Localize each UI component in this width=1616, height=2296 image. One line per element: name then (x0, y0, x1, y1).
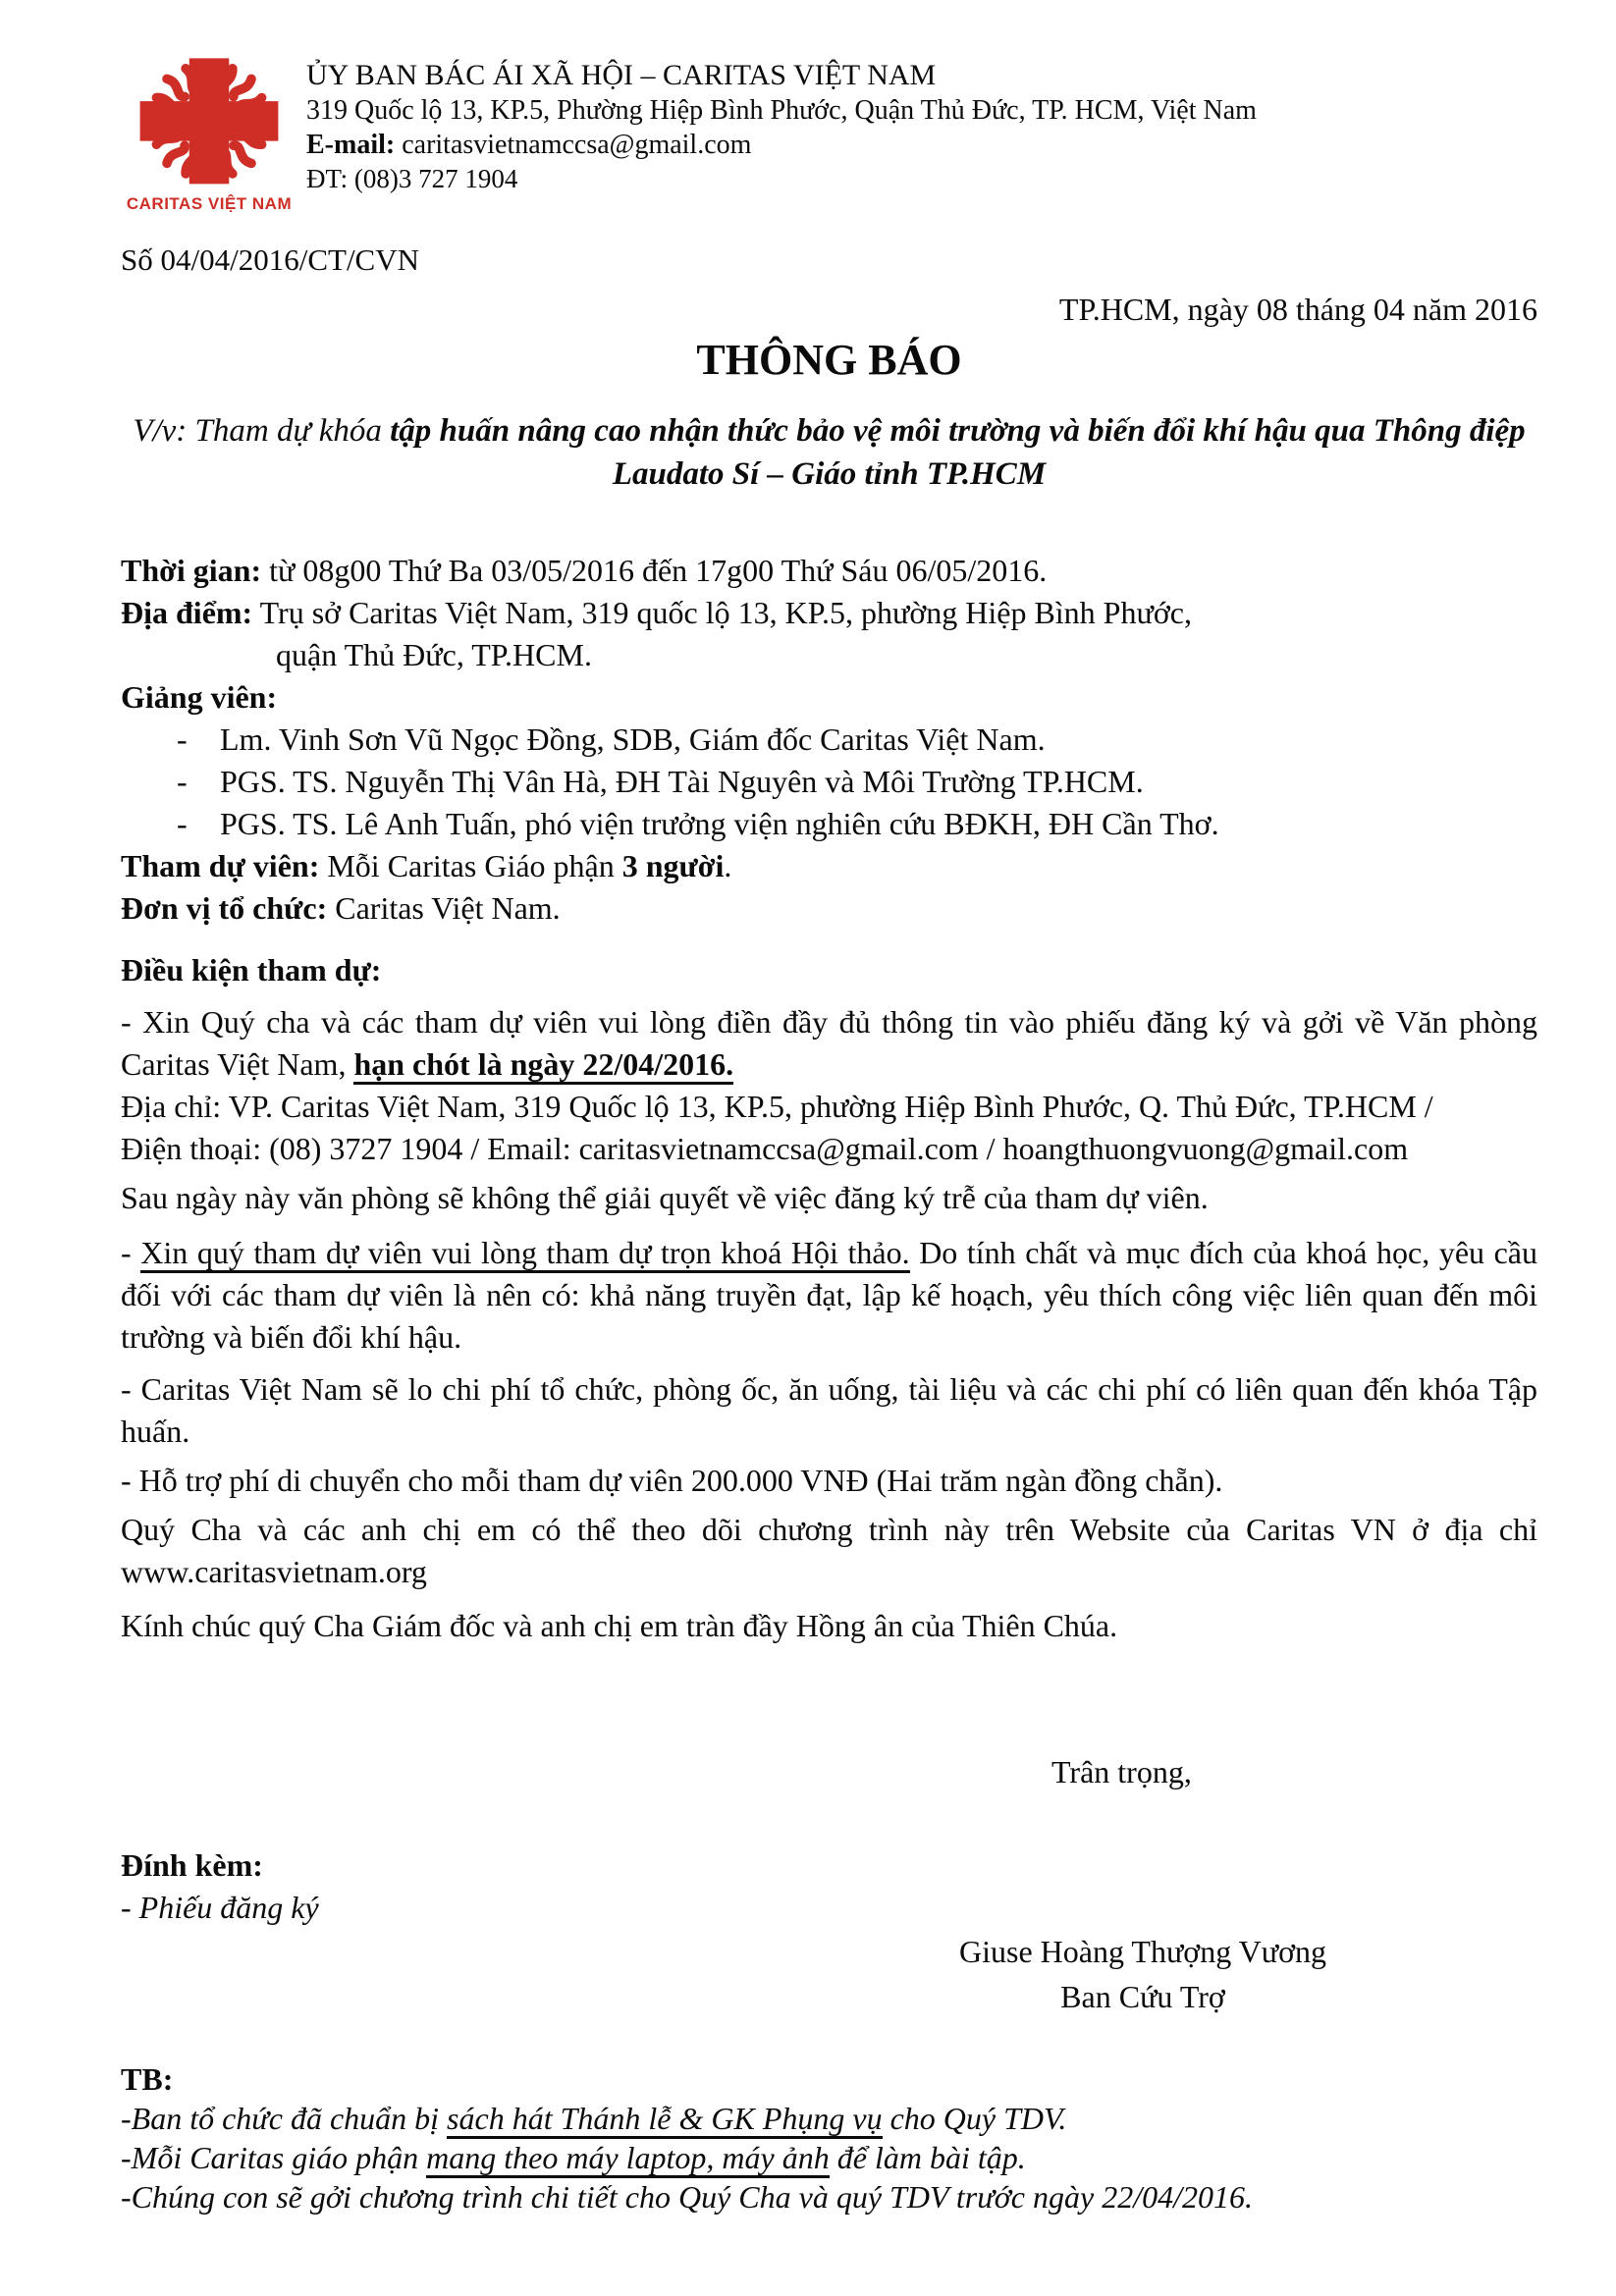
underlined-equipment: mang theo máy laptop, máy ảnh (426, 2140, 830, 2178)
signature-block (750, 1929, 1535, 2019)
ref-number: Số 04/04/2016/CT/CVN (121, 242, 420, 277)
org-address: 319 Quốc lộ 13, KP.5, Phường Hiệp Bình Phước, Quận Thủ Đức, TP. HCM, Việt Nam (306, 95, 1257, 126)
subject-emphasis: tập huấn nâng cao nhận thức bảo vệ môi trường và biến đổi khí hậu qua Thông điệp Laudato Sí – Giáo tỉnh TP.HCM (390, 413, 1526, 492)
conditions-p3: - Xin quý tham dự viên vui lòng tham dự trọn khoá Hội thảo. Do tính chất và mục đích của khoá học, yêu cầu đối với các tham dự viên là nên có: khả năng truyền đạt, lập kế hoạch, yêu thích công việc liên quan đến môi trường và biến đổi khí hậu. (121, 1235, 1538, 1355)
salutation: Trân trọng, (1051, 1754, 1192, 1789)
caritas-logo (126, 54, 293, 214)
conditions-p7: Kính chúc quý Cha Giám đốc và anh chị em tràn đầy Hồng ân của Thiên Chúa. (121, 1608, 1118, 1643)
info-place-cont: quận Thủ Đức, TP.HCM. (276, 637, 592, 672)
conditions-heading: Điều kiện tham dự: (121, 952, 382, 988)
conditions-p6: Quý Cha và các anh chị em có thể theo dõi chương trình này trên Website của Caritas VN ở địa chỉ www.caritasvietnam.org (121, 1512, 1537, 1589)
attachment-item: - Phiếu đăng ký (121, 1890, 319, 1925)
lecturer-item: - Lm. Vinh Sơn Vũ Ngọc Đồng, SDB, Giám đốc Caritas Việt Nam. (121, 719, 1537, 761)
underlined-books: sách hát Thánh lễ & GK Phụng vụ (447, 2101, 883, 2139)
time-value: từ 08g00 Thứ Ba 03/05/2016 đến 17g00 Thứ Sáu 06/05/2016. (261, 553, 1048, 588)
letterhead-text (306, 47, 1537, 195)
org-name: ỦY BAN BÁC ÁI XÃ HỘI – CARITAS VIỆT NAM (306, 59, 937, 91)
logo-caption: CARITAS VIỆT NAM (126, 194, 293, 213)
info-place (121, 592, 1537, 634)
conditions-p2: Sau ngày này văn phòng sẽ không thể giải quyết về việc đăng ký trễ của tham dự viên. (121, 1180, 1209, 1215)
postscript-section (121, 2059, 1537, 2216)
caritas-cross-icon (131, 54, 288, 192)
conditions-contact: Điện thoại: (08) 3727 1904 / Email: caritasvietnamccsa@gmail.com / hoangthuongvuong@gmail.com (121, 1131, 1409, 1166)
attachment-label: Đính kèm: (121, 1847, 263, 1883)
org-email (306, 128, 1537, 162)
info-time (121, 550, 1537, 592)
doc-title: THÔNG BÁO (696, 336, 962, 384)
dateline: TP.HCM, ngày 08 tháng 04 năm 2016 (1058, 292, 1537, 327)
conditions-address: Địa chỉ: VP. Caritas Việt Nam, 319 Quốc lộ 13, KP.5, phường Hiệp Bình Phước, Q. Thủ Đức, TP.HCM / (121, 1089, 1433, 1124)
place-label: Địa điểm: (121, 595, 253, 630)
bullet-dash: - (177, 721, 188, 757)
email-label: E-mail: (306, 130, 396, 160)
signer-name: Giuse Hoàng Thượng Vương (959, 1934, 1326, 1969)
info-lecturers-label: Giảng viên: (121, 679, 278, 715)
time-label: Thời gian: (121, 553, 262, 588)
letterhead (121, 47, 1537, 213)
subject-prefix: V/v: Tham dự khóa (133, 413, 391, 449)
deadline-text: hạn chót là ngày 22/04/2016. (353, 1046, 733, 1085)
info-attendees: Tham dự viên: Mỗi Caritas Giáo phận 3 người. (121, 848, 732, 883)
conditions-p5: - Hỗ trợ phí di chuyển cho mỗi tham dự viên 200.000 VNĐ (Hai trăm ngàn đồng chẵn). (121, 1463, 1223, 1498)
postscript-item: -Ban tổ chức đã chuẩn bị sách hát Thánh lễ & GK Phụng vụ cho Quý TDV. (121, 2099, 1537, 2138)
place-value: Trụ sở Caritas Việt Nam, 319 quốc lộ 13, KP.5, phường Hiệp Bình Phước, (252, 595, 1192, 630)
postscript-item: -Mỗi Caritas giáo phận mang theo máy laptop, máy ảnh để làm bài tập. (121, 2138, 1537, 2177)
doc-subject (121, 409, 1537, 496)
lecturer-item: - PGS. TS. Nguyễn Thị Vân Hà, ĐH Tài Nguyên và Môi Trường TP.HCM. (121, 761, 1537, 803)
bullet-dash: - (177, 806, 188, 841)
postscript-label: TB: (121, 2061, 174, 2097)
conditions-p1: - Xin Quý cha và các tham dự viên vui lòng điền đầy đủ thông tin vào phiếu đăng ký và gởi về Văn phòng Caritas Việt Nam, hạn chót là ngày 22/04/2016. (121, 1001, 1537, 1086)
info-organizer: Đơn vị tổ chức: Caritas Việt Nam. (121, 890, 561, 926)
conditions-p4: - Caritas Việt Nam sẽ lo chi phí tổ chức, phòng ốc, ăn uống, tài liệu và các chi phí có liên quan đến khóa Tập huấn. (121, 1371, 1537, 1449)
lecturer-item: - PGS. TS. Lê Anh Tuấn, phó viện trưởng viện nghiên cứu BĐKH, ĐH Cần Thơ. (121, 803, 1537, 845)
info-section (121, 550, 1537, 930)
postscript-item: -Chúng con sẽ gởi chương trình chi tiết cho Quý Cha và quý TDV trước ngày 22/04/2016. (121, 2179, 1253, 2215)
signer-department: Ban Cứu Trợ (1060, 1979, 1225, 2014)
bullet-dash: - (177, 764, 188, 799)
email-value: caritasvietnamccsa@gmail.com (395, 130, 752, 160)
org-phone: ĐT: (08)3 727 1904 (306, 164, 518, 193)
underlined-request: Xin quý tham dự viên vui lòng tham dự trọn khoá Hội thảo. (140, 1235, 909, 1273)
